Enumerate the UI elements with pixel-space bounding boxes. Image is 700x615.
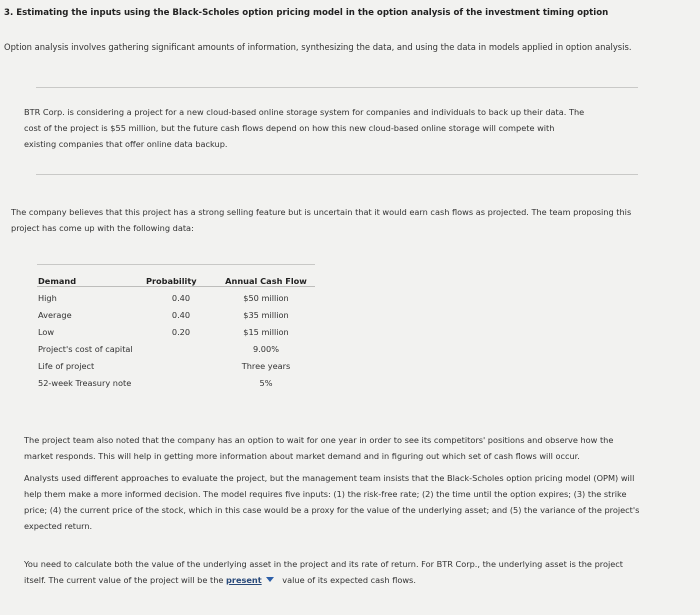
cell-label: 52-week Treasury note xyxy=(38,377,132,388)
cell-cash-flow: $35 million xyxy=(243,309,289,320)
divider xyxy=(36,87,638,88)
scenario-line: existing companies that offer online data backup. xyxy=(24,139,228,149)
company-text xyxy=(11,204,691,236)
scenario-line: BTR Corp. is considering a project for a new cloud-based online storage system for companies and individuals to back up their data. The xyxy=(24,107,585,117)
analysts-line: price; (4) the current price of the stock, which in this case would be a proxy for the value of the underlying asset; and (5) the variance of the project's xyxy=(24,505,640,515)
calc-suffix: value of its expected cash flows. xyxy=(282,575,416,585)
scenario-text xyxy=(24,104,664,152)
table-row xyxy=(38,289,316,306)
cell-value: 9.00% xyxy=(252,343,279,354)
cell-probability: 0.40 xyxy=(171,309,191,320)
company-line: project has come up with the following data: xyxy=(11,223,194,233)
table-row xyxy=(38,374,316,391)
table-header-row xyxy=(38,272,316,289)
table-row xyxy=(38,357,316,374)
header-probability: Probability xyxy=(146,275,197,286)
cell-demand: Low xyxy=(38,326,55,337)
analysts-line: help them make a more informed decision. The model requires five inputs: (1) the risk-free rate; (2) the time until the option expires; (3) the strike xyxy=(24,489,627,499)
table-row xyxy=(38,306,316,323)
team-note-line: The project team also noted that the company has an option to wait for one year in order to see its competitors' positions and observe how the xyxy=(24,435,614,445)
divider xyxy=(36,174,638,175)
project-data-table xyxy=(38,272,316,391)
chevron-down-icon[interactable] xyxy=(266,577,274,582)
scenario-line: cost of the project is $55 million, but the future cash flows depend on how this new cloud-based online storage will compete with xyxy=(24,123,555,133)
cell-probability: 0.40 xyxy=(171,292,191,303)
value-dropdown[interactable] xyxy=(226,575,262,585)
header-cash-flow: Annual Cash Flow xyxy=(225,275,307,286)
table-row xyxy=(38,323,316,340)
cell-demand: High xyxy=(38,292,57,303)
cell-value: 5% xyxy=(259,377,273,388)
calc-line: You need to calculate both the value of the underlying asset in the project and its rate of return. For BTR Corp., the underlying asset is the project xyxy=(24,559,623,569)
team-note-line: market responds. This will help in getting more information about market demand and in figuring out which set of cash flows will occur. xyxy=(24,451,580,461)
calc-prefix: itself. The current value of the project will be the xyxy=(24,575,224,585)
calc-line xyxy=(24,572,684,588)
intro-text: Option analysis involves gathering significant amounts of information, synthesizing the data, and using the data in models applied in option analysis. xyxy=(4,42,632,52)
table-row xyxy=(38,340,316,357)
question-title: 3. Estimating the inputs using the Black-Scholes option pricing model in the option analysis of the investment timing option xyxy=(4,8,609,18)
calc-text xyxy=(24,556,684,588)
table-top-rule xyxy=(37,264,315,265)
dropdown-value[interactable]: present xyxy=(226,575,262,585)
analysts-text xyxy=(24,470,684,534)
header-demand: Demand xyxy=(38,275,77,286)
team-note-text xyxy=(24,432,684,464)
company-line: The company believes that this project has a strong selling feature but is uncertain that it would earn cash flows as projected. The team proposing this xyxy=(11,207,632,217)
analysts-line: Analysts used different approaches to evaluate the project, but the management team insists that the Black-Scholes option pricing model (OPM) will xyxy=(24,473,635,483)
cell-cash-flow: $50 million xyxy=(243,292,289,303)
cell-cash-flow: $15 million xyxy=(243,326,289,337)
cell-demand: Average xyxy=(38,309,72,320)
analysts-line: expected return. xyxy=(24,521,93,531)
cell-value: Three years xyxy=(241,360,291,371)
cell-label: Project's cost of capital xyxy=(38,343,133,354)
cell-label: Life of project xyxy=(38,360,95,371)
cell-probability: 0.20 xyxy=(171,326,191,337)
